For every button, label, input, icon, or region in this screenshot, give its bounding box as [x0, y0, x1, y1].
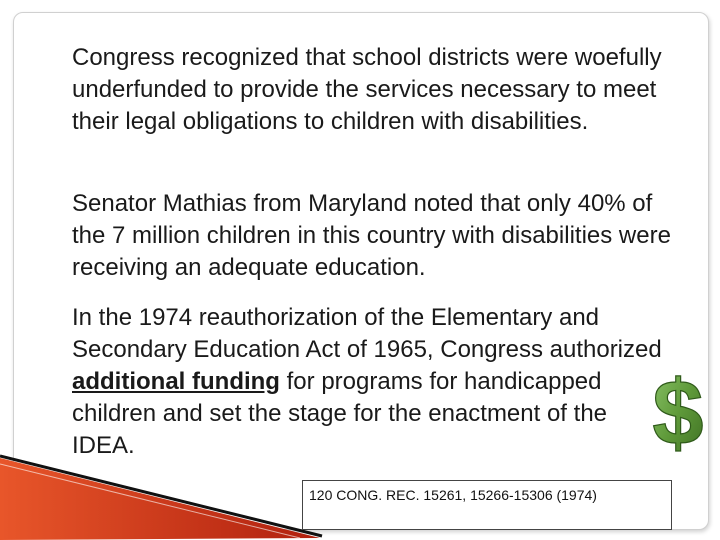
- bullet-text-before: In the 1974 reauthorization of the Elementary and Secondary Education Act of 1965, Congress authorized: [72, 304, 662, 363]
- bullet-item: [72, 42, 692, 138]
- bullet-text-after: for programs for handicapped children and set the stage for the enactment of the IDEA.: [72, 368, 608, 459]
- bullet-item: [72, 302, 672, 462]
- decorative-swoosh: [0, 450, 330, 540]
- bullet-text: Senator Mathias from Maryland noted that only 40% of the 7 million children in this country with disabilities were receiving an adequate education.: [72, 190, 671, 281]
- bullet-text: Congress recognized that school districts were woefully underfunded to provide the services necessary to meet their legal obligations to children with disabilities.: [72, 44, 662, 135]
- dollar-sign-icon: [646, 362, 710, 456]
- citation-box: 120 CONG. REC. 15261, 15266-15306 (1974): [302, 480, 672, 530]
- bullet-item: [72, 188, 692, 284]
- svg-text:$: $: [652, 362, 704, 456]
- emphasized-phrase: additional funding: [72, 368, 280, 395]
